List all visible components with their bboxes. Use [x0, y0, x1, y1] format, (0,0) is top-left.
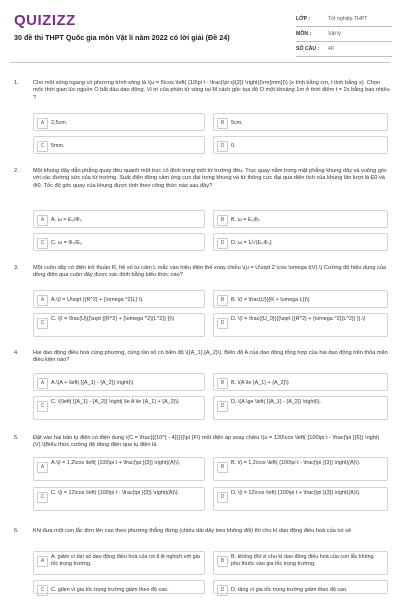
option-a[interactable]: [33, 551, 205, 575]
option-letter: B: [217, 118, 228, 129]
option-text: A. ω = E₀/Φ₀: [51, 216, 82, 223]
option-b[interactable]: [213, 290, 388, 308]
option-letter: D: [217, 585, 228, 596]
option-letter: B: [217, 295, 228, 306]
question-text: Hai dao động điều hoà cùng phương, cùng tần số có biên độ \({A_1},{A_2}\). Biên độ A của dao động tổng hợp của hai dao động trên thỏa mãn điều kiện nào?: [33, 350, 388, 364]
option-b[interactable]: [213, 210, 388, 228]
question-number: 6.: [14, 528, 19, 534]
option-letter: D: [217, 401, 228, 412]
option-letter: B: [217, 462, 228, 473]
option-text: D. ω = 1/√(E₀Φ₀): [231, 239, 272, 246]
question-number: 3.: [14, 265, 19, 271]
option-text: B. \(A \le {A_1} + {A_2}\): [231, 379, 289, 386]
meta-panel: [296, 12, 392, 57]
option-a[interactable]: [33, 457, 205, 481]
option-d[interactable]: [213, 396, 388, 420]
option-c[interactable]: [33, 580, 205, 594]
option-a[interactable]: [33, 373, 205, 391]
option-text: A.\(i = 1,2\cos \left( {100\pi t + \frac{\pi }{3}} \right)(A)\).: [51, 460, 181, 466]
option-text: A.\(I = U\sqrt {{R^2} + {\omega ^2}L} \).: [51, 296, 144, 303]
option-text: 5mm.: [51, 142, 65, 149]
question-number: 1.: [14, 80, 19, 86]
option-text: D. \(A \ge \left| {{A_1} - {A_2}} \right|\).: [231, 399, 322, 405]
meta-key: SỐ CÂU :: [296, 46, 320, 52]
option-letter: A: [37, 462, 48, 473]
option-text: C. giảm vì gia tốc trọng trường giảm theo độ cao.: [51, 586, 169, 593]
option-text: B. không đổi vì chu kì dao động điều hoà của con lắc không phụ thuộc vào gia tốc trọng trường.: [231, 554, 374, 567]
option-b[interactable]: [213, 113, 388, 131]
logo-text: QUIZIZZ: [14, 12, 76, 29]
option-d[interactable]: [213, 487, 388, 511]
header-divider: [10, 62, 390, 63]
option-text: 0.: [231, 142, 236, 149]
meta-row-grade: [296, 12, 392, 27]
meta-row-question-count: [296, 42, 392, 57]
question-text: Khi đưa một con lắc đơn lên cao theo phương thẳng đứng (chiều dài dây treo không đổi) thì chu kì dao động điều hoà của nó sẽ: [33, 528, 352, 534]
option-d[interactable]: [213, 313, 388, 337]
option-text: C. \(\left| {{A_1} - {A_2}} \right| \le A \le {A_1} + {A_2}\): [51, 399, 179, 405]
option-text: D. \(i = 12\cos \left( {100\pi t + \frac{\pi }{3}} \right)(A)\).: [231, 490, 361, 496]
question-number: 5.: [14, 435, 19, 441]
meta-row-subject: [296, 27, 392, 42]
meta-value: 40: [328, 46, 334, 52]
option-b[interactable]: [213, 551, 388, 575]
option-c[interactable]: [33, 313, 205, 337]
meta-key: LỚP :: [296, 16, 311, 22]
option-b[interactable]: [213, 457, 388, 481]
option-letter: D: [217, 238, 228, 249]
option-letter: A: [37, 215, 48, 226]
quizizz-logo: [14, 12, 76, 29]
option-letter: C: [37, 238, 48, 249]
option-letter: A: [37, 118, 48, 129]
option-c[interactable]: [33, 136, 205, 154]
option-letter: B: [217, 556, 228, 567]
option-d[interactable]: [213, 136, 388, 154]
option-letter: B: [217, 378, 228, 389]
question-text: Một cuộn dây có điện trở thuần R, hệ số tự cảm L mắc vào hiệu điện thế xoay chiều \(u = U\sqrt 2 \cos \omega t(V).\) Cường độ hiệu dụng của dòng điện qua cuộn dây được xác định bằng biểu thức nào?: [33, 265, 387, 279]
option-d[interactable]: [213, 580, 388, 594]
question-number: 4.: [14, 350, 19, 356]
option-letter: C: [37, 492, 48, 503]
option-text: D. tăng vì gia tốc trọng trường giảm theo độ cao.: [231, 586, 348, 593]
option-letter: C: [37, 141, 48, 152]
option-letter: D: [217, 318, 228, 329]
option-text: C. ω = Φ₀/E₀: [51, 239, 83, 246]
option-d[interactable]: [213, 233, 388, 251]
option-text: A. giảm vì tần số dao động điều hoà của nó tỉ lệ nghịch với gia tốc trọng trường.: [51, 554, 200, 567]
option-c[interactable]: [33, 233, 205, 251]
option-b[interactable]: [213, 373, 388, 391]
meta-key: MÔN :: [296, 31, 312, 37]
option-a[interactable]: [33, 290, 205, 308]
option-letter: C: [37, 401, 48, 412]
option-letter: B: [217, 215, 228, 226]
option-letter: A: [37, 295, 48, 306]
meta-value: Vật lý: [328, 31, 341, 37]
option-text: B. \(I = \frac{U}{{R + \omega L}}\): [231, 296, 310, 303]
worksheet-title: 30 đề thi THPT Quốc gia môn Vật lí năm 2022 có lời giải (Đề 24): [14, 33, 230, 42]
option-a[interactable]: [33, 210, 205, 228]
option-letter: A: [37, 556, 48, 567]
option-letter: C: [37, 318, 48, 329]
option-text: 2,5cm.: [51, 119, 68, 126]
option-text: C. \(i = 12\cos \left( {100\pi t - \frac{\pi }{3}} \right)(A)\).: [51, 490, 180, 496]
option-letter: D: [217, 492, 228, 503]
option-c[interactable]: [33, 396, 205, 420]
option-text: 5cm.: [231, 119, 243, 126]
question-number: 2.: [14, 168, 19, 174]
option-c[interactable]: [33, 487, 205, 511]
option-letter: C: [37, 585, 48, 596]
option-text: B. ω = E₀Φ₀: [231, 216, 261, 223]
question-text: Cho một sóng ngang có phương trình sóng là \(u = 5\cos \left( {10\pi t - \frac{\pi x}{2}} \right){\rm{mm}}\) (x tính bằng cm, t tính bằng s). Chọn mốc thời gian lúc nguồn O bắt đầu dao động. Vị trí của phần tử sóng tại M cách gốc tọa độ O một khoảng 1m ở thời điểm t = 2s bằng bao nhiêu ?: [33, 80, 390, 101]
option-text: A.\(A + \left| {{A_1} - {A_2}} \right|\): [51, 379, 134, 386]
option-a[interactable]: [33, 113, 205, 131]
option-text: B. \(i = 1,2\cos \left( {100\pi t - \frac{\pi }{3}} \right)(A)\).: [231, 460, 361, 466]
question-text: Một khung dây dẫn phẳng quay đều quanh một trục cố định trong một từ trường đều. Trục quay nằm trong mặt phẳng khung dây và vuông góc với các đường sức của từ trường. Suất điện động cảm ứng cực đại trong khung và từ thông cực đại qua diện tích của khung lần lượt là E0 và Φ0. Tốc độ góc quay của khung được tính theo công thức nào sau đây?: [33, 168, 387, 189]
option-text: C. \(I = \frac{U}{{\sqrt {{R^2} + {\omega ^2}{L^2}} }}\): [51, 316, 175, 322]
option-letter: A: [37, 378, 48, 389]
option-letter: D: [217, 141, 228, 152]
option-text: D. \(I = \frac{{U_0}}{{\sqrt {{R^2} + {\omega ^2}{L^2}} }}.\): [231, 316, 366, 322]
question-text: Đặt vào hai bản tụ điện có điện dung \(C = \frac{{{10^{ - 4}}}}{\pi }F\) một điện áp xoay chiều \(u = 120\cos \left( {100\pi t - \frac{\pi }{6}} \right)(V).\)Biểu thức cường độ dòng điện qua tụ điện là: [33, 435, 380, 449]
meta-value: Tốt nghiệp THPT: [328, 16, 368, 22]
